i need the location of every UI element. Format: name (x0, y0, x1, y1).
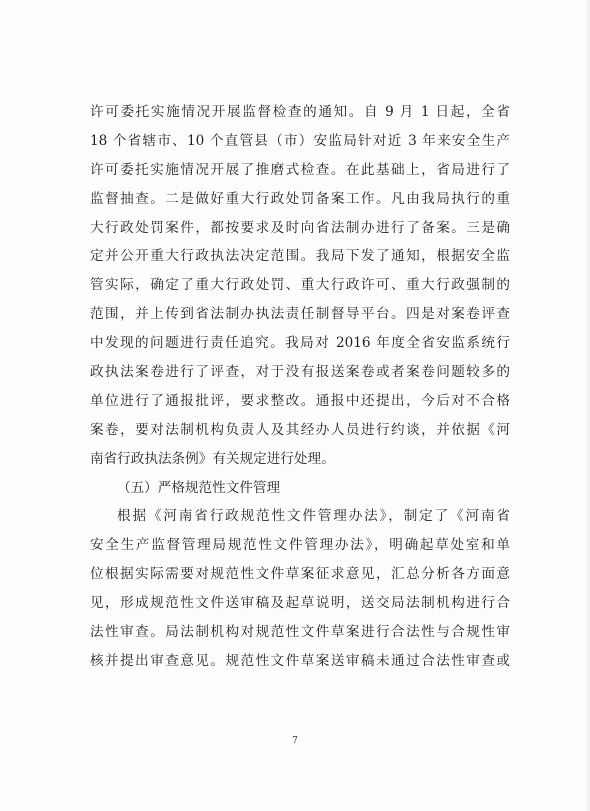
text-line: 根据《河南省行政规范性文件管理办法》，制定了《河南省 (117, 508, 510, 525)
text-line: 管实际，确定了重大行政处罚、重大行政许可、重大行政强制的 (90, 277, 510, 294)
text-line: 范围，并上传到省法制办执法责任制督导平台。四是对案卷评查 (90, 306, 510, 323)
text-line: 大行政处罚案件，都按要求及时向省法制办进行了备案。三是确 (90, 219, 510, 236)
text-line: 许可委托实施情况开展监督检查的通知。自 9 月 1 日起，全省 (90, 104, 510, 120)
section-heading: （五）严格规范性文件管理 (117, 479, 281, 496)
text-line: 案卷，要对法制机构负责人及其经办人员进行约谈，并依据《河 (90, 421, 510, 438)
text-line: 法性审查。局法制机构对规范性文件草案进行合法性与合规性审 (90, 624, 510, 641)
page-number: 7 (292, 736, 298, 746)
text-line: 许可委托实施情况开展了推磨式检查。在此基础上，省局进行了 (90, 161, 510, 178)
text-line: 核并提出审查意见。规范性文件草案送审稿未通过合法性审查或 (90, 652, 510, 669)
text-line: 政执法案卷进行了评查，对于没有报送案卷或者案卷问题较多的 (90, 364, 510, 381)
body-text (90, 98, 510, 676)
text-line: 监督抽查。二是做好重大行政处罚备案工作。凡由我局执行的重 (90, 190, 510, 207)
text-line: 安全生产监督管理局规范性文件管理办法》，明确起草处室和单 (90, 537, 510, 554)
text-line: 中发现的问题进行责任追究。我局对 2016 年度全省安监系统行 (90, 335, 510, 352)
text-line: 18 个省辖市、10 个直管县（市）安监局针对近 3 年来安全生产 (90, 132, 510, 149)
text-line: 位根据实际需要对规范性文件草案征求意见，汇总分析各方面意 (90, 566, 510, 583)
text-line: 南省行政执法条例》有关规定进行处理。 (90, 450, 335, 467)
text-line: 单位进行了通报批评，要求整改。通报中还提出，今后对不合格 (90, 392, 510, 409)
page-edge-shadow (584, 0, 590, 811)
text-line: 定并公开重大行政执法决定范围。我局下发了通知，根据安全监 (90, 248, 510, 265)
text-line: 见，形成规范性文件送审稿及起草说明，送交局法制机构进行合 (90, 595, 510, 612)
